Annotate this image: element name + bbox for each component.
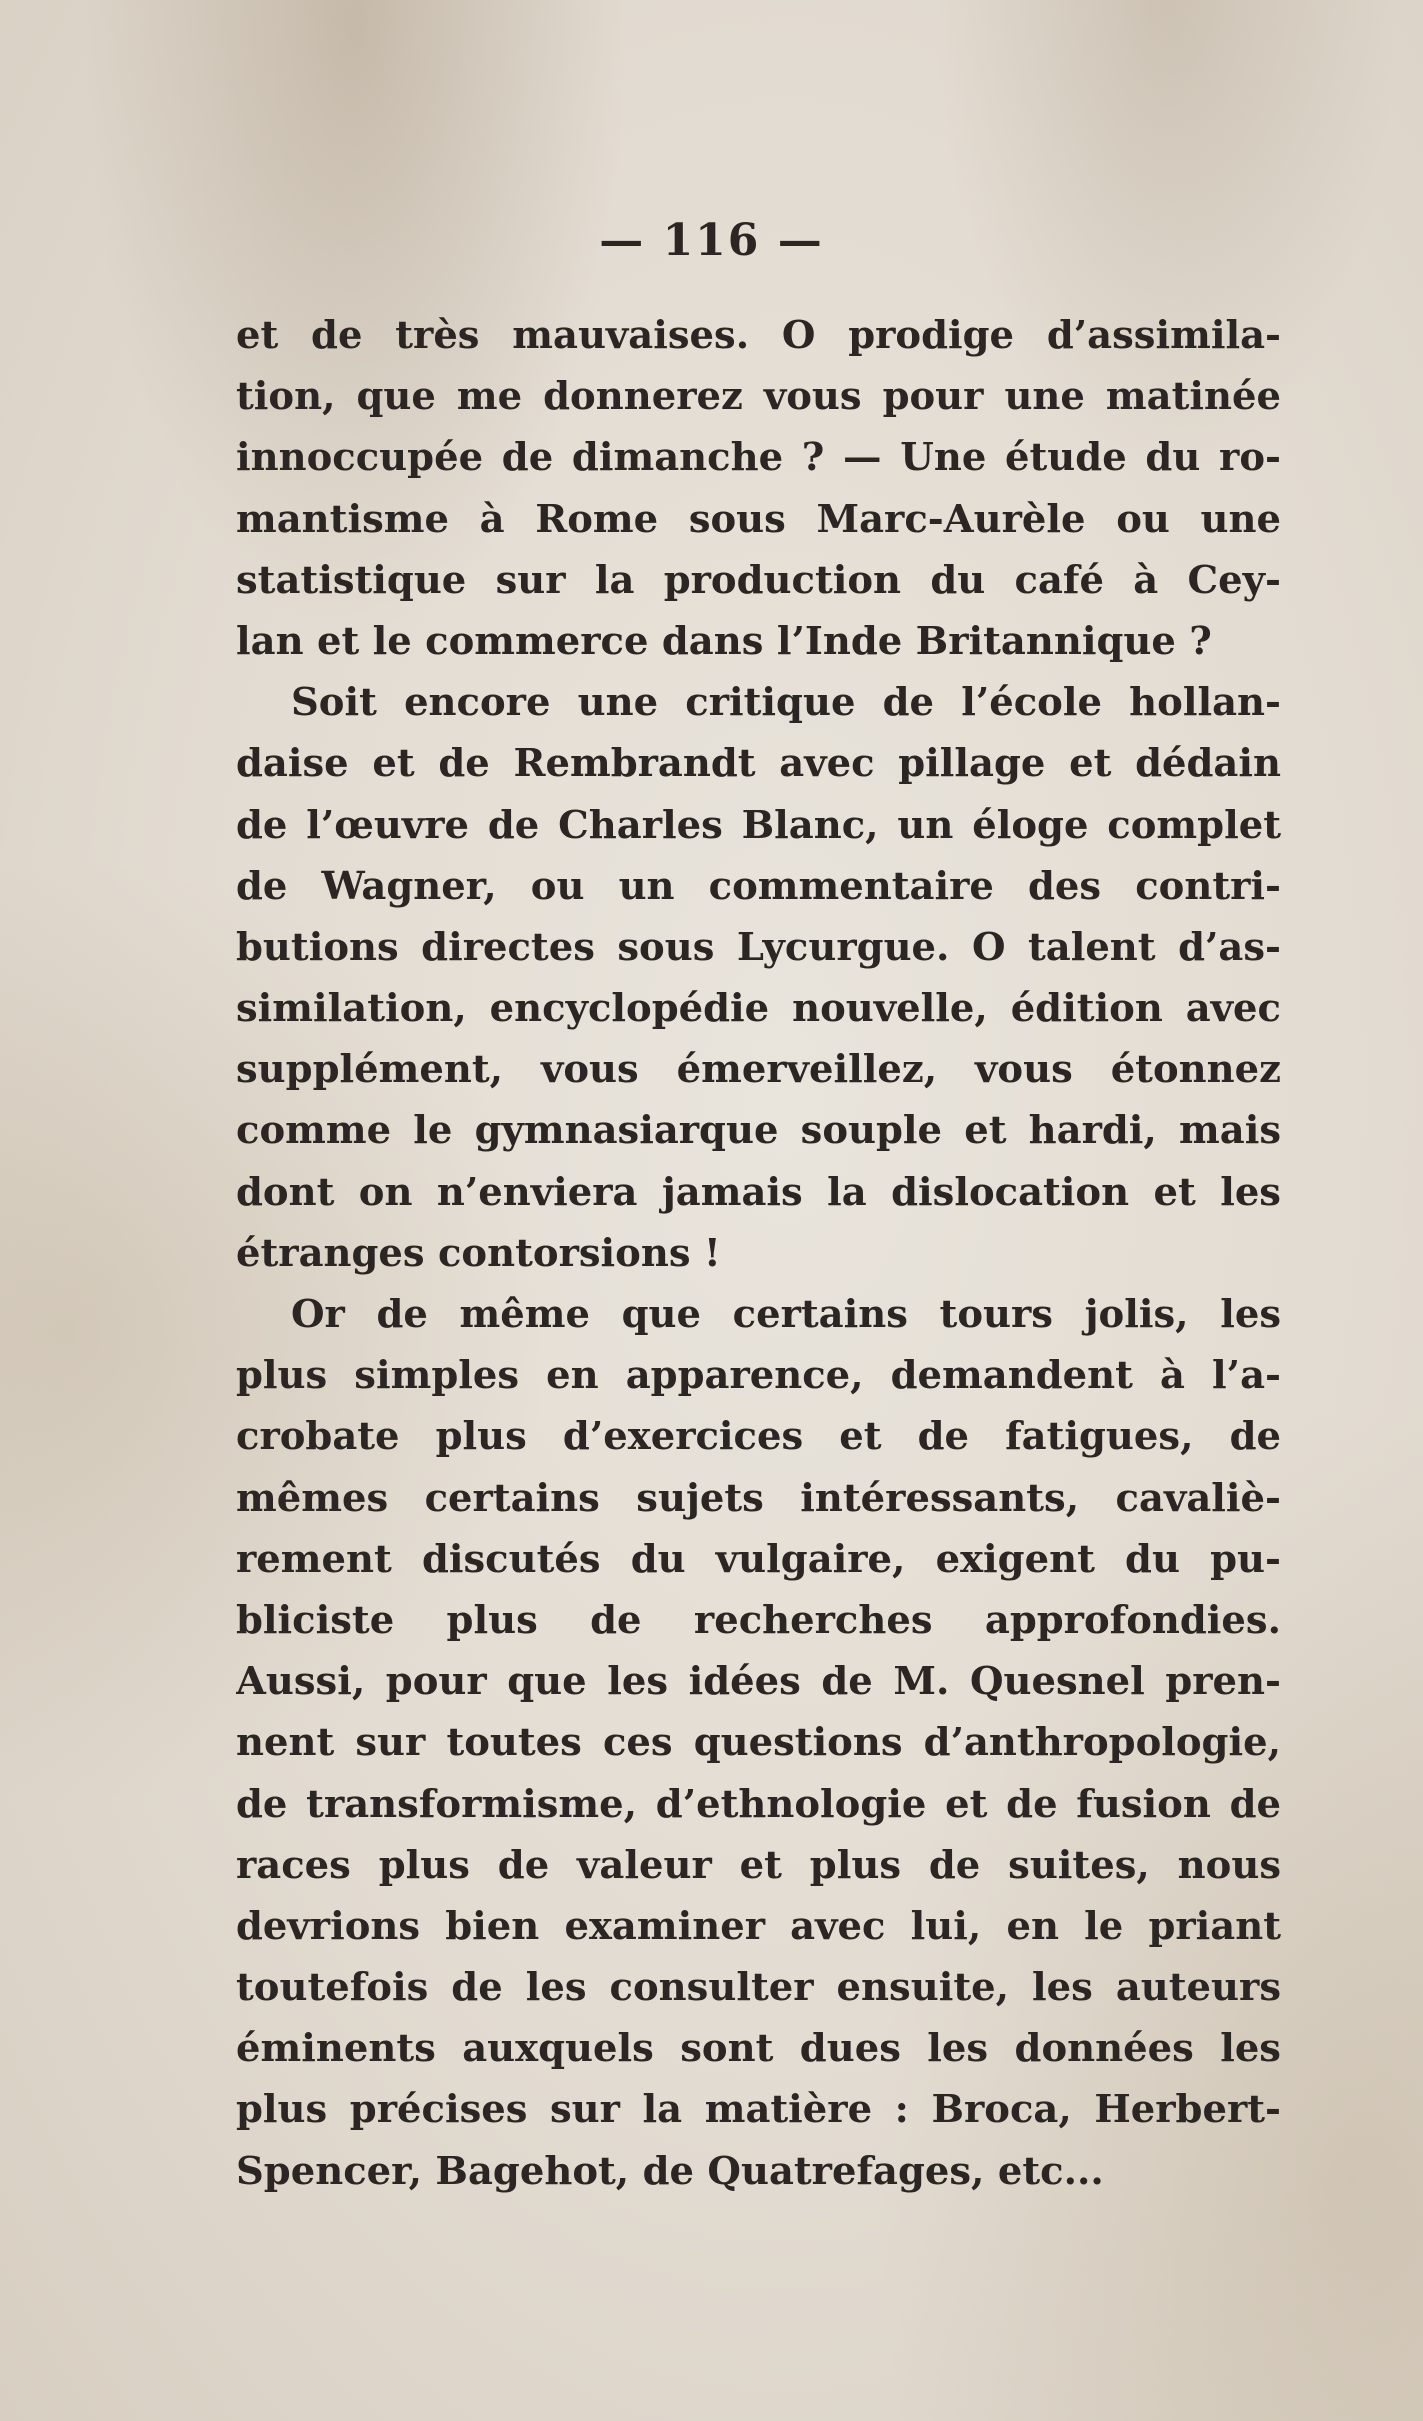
text-line: plus simples en apparence, demandent à l’a- xyxy=(236,1353,1281,1399)
text-line: étranges contorsions ! xyxy=(236,1230,721,1276)
text-line: rement discutés du vulgaire, exigent du pu- xyxy=(236,1536,1281,1582)
text-line: comme le gymnasiarque souple et hardi, mais xyxy=(236,1108,1281,1154)
text-line: mantisme à Rome sous Marc-Aurèle ou une xyxy=(236,496,1281,542)
text-line: supplément, vous émerveillez, vous étonnez xyxy=(236,1047,1281,1093)
text-line: statistique sur la production du café à Cey- xyxy=(236,557,1281,603)
text-line: tion, que me donnerez vous pour une matinée xyxy=(236,374,1281,420)
text-line: Or de même que certains tours jolis, les xyxy=(291,1292,1281,1337)
text-line: Soit encore une critique de l’école hollan- xyxy=(291,680,1281,726)
text-line: de l’œuvre de Charles Blanc, un éloge complet xyxy=(236,802,1281,848)
text-line: Aussi, pour que les idées de M. Quesnel pren- xyxy=(236,1659,1281,1705)
text-line: et de très mauvaises. O prodige d’assimila- xyxy=(236,313,1281,358)
body-text xyxy=(236,305,1281,2202)
text-line: de Wagner, ou un commentaire des contri- xyxy=(236,863,1281,909)
text-line: daise et de Rembrandt avec pillage et dédain xyxy=(236,741,1281,787)
text-line: éminents auxquels sont dues les données les xyxy=(236,2026,1281,2072)
text-line: dont on n’enviera jamais la dislocation et les xyxy=(236,1169,1281,1215)
text-line: innoccupée de dimanche ? — Une étude du ro- xyxy=(236,435,1281,481)
text-line: nent sur toutes ces questions d’anthropologie, xyxy=(236,1720,1281,1766)
text-line: devrions bien examiner avec lui, en le priant xyxy=(236,1903,1281,1949)
text-line: mêmes certains sujets intéressants, cavaliè- xyxy=(236,1475,1281,1521)
text-line: crobate plus d’exercices et de fatigues, de xyxy=(236,1414,1281,1460)
text-line: races plus de valeur et plus de suites, nous xyxy=(236,1842,1281,1888)
text-line: similation, encyclopédie nouvelle, édition avec xyxy=(236,986,1281,1032)
page-number: — 116 — xyxy=(599,215,824,266)
text-line: Spencer, Bagehot, de Quatrefages, etc... xyxy=(236,2148,1104,2194)
text-line: butions directes sous Lycurgue. O talent d’as- xyxy=(236,924,1281,970)
text-line: lan et le commerce dans l’Inde Britannique ? xyxy=(236,618,1212,664)
text-line: bliciste plus de recherches approfondies. xyxy=(236,1597,1281,1643)
text-line: de transformisme, d’ethnologie et de fusion de xyxy=(236,1781,1281,1827)
text-line: toutefois de les consulter ensuite, les auteurs xyxy=(236,1965,1281,2011)
text-line: plus précises sur la matière : Broca, Herbert- xyxy=(236,2087,1281,2133)
